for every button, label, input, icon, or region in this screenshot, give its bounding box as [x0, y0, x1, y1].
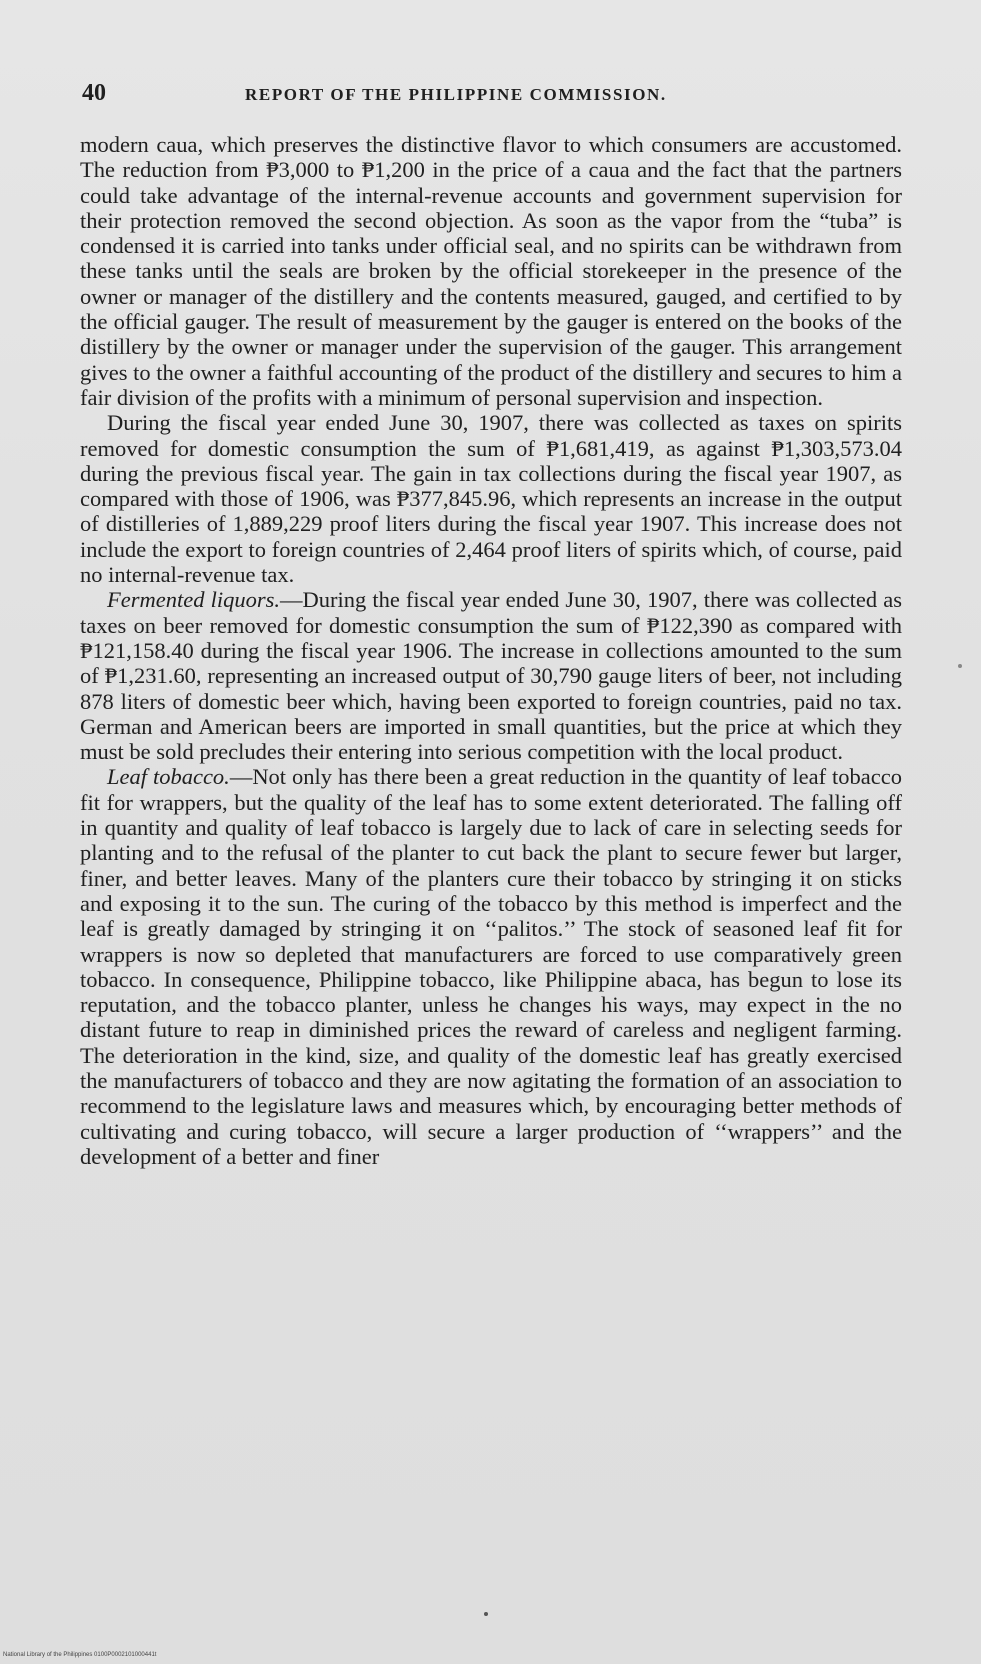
- paragraph-1: [80, 132, 902, 410]
- section-label-leaf-tobacco: Leaf tobacco.: [107, 764, 230, 790]
- page-header: [82, 80, 902, 112]
- paragraph-2: [80, 410, 902, 587]
- body-text: [80, 132, 902, 1169]
- scan-credit: National Library of the Philippines 0100P0002101000441t: [3, 1652, 157, 1658]
- paragraph-text: modern caua, which preserves the distinctive flavor to which consumers are accustomed. The reduction from ₱3,000 to ₱1,200 in the price of a caua and the fact that the partners could take advantage of the internal-revenue accounts and government supervision for their protection removed the second objection. As soon as the vapor from the “tuba” is condensed it is carried into tanks under official seal, and no spirits can be withdrawn from these tanks until the seals are broken by the official storekeeper in the presence of the owner or manager of the distillery and the contents measured, gauged, and certified to by the official gauger. The result of measurement by the gauger is entered on the books of the distillery by the owner or manager under the supervision of the gauger. This arrangement gives to the owner a faithful accounting of the product of the distillery and secures to him a fair division of the profits with a minimum of personal supervision and inspection.: [80, 132, 902, 410]
- scan-speck: [958, 664, 962, 668]
- paragraph-text: During the fiscal year ended June 30, 1907, there was collected as taxes on spirits removed for domestic consumption the sum of ₱1,681,419, as against ₱1,303,573.04 during the previous fiscal year. The gain in tax collections during the fiscal year 1907, as compared with those of 1906, was ₱377,845.96, which represents an increase in the output of distilleries of 1,889,229 proof liters during the fiscal year 1907. This increase does not include the export to foreign countries of 2,464 proof liters of spirits which, of course, paid no internal-revenue tax.: [80, 410, 902, 588]
- section-label-fermented-liquors: Fermented liquors.: [107, 587, 280, 613]
- scan-speck: [484, 1612, 488, 1616]
- running-title: REPORT OF THE PHILIPPINE COMMISSION.: [245, 85, 667, 104]
- paragraph-text: —During the fiscal year ended June 30, 1907, there was collected as taxes on beer removed for domestic consumption the sum of ₱122,390 as compared with ₱121,158.40 during the fiscal year 1906. The increase in collections amounted to the sum of ₱1,231.60, representing an increased output of 30,790 gauge liters of beer, not including 878 liters of domestic beer which, having been exported to foreign countries, paid no tax. German and American beers are imported in small quantities, but the price at which they must be sold precludes their entering into serious competition with the local product.: [80, 587, 902, 765]
- paragraph-leaf-tobacco: [80, 764, 902, 1169]
- paragraph-fermented-liquors: [80, 587, 902, 764]
- page-number: 40: [82, 80, 106, 106]
- paragraph-text: —Not only has there been a great reduction in the quantity of leaf tobacco fit for wrappers, but the quality of the leaf has to some extent deteriorated. The falling off in quantity and quality of leaf tobacco is largely due to lack of care in selecting seeds for planting and to the refusal of the planter to cut back the plant to secure fewer but larger, finer, and better leaves. Many of the planters cure their tobacco by stringing it on sticks and exposing it to the sun. The curing of the tobacco by this method is imperfect and the leaf is greatly damaged by stringing it on ‘‘palitos.’’ The stock of seasoned leaf fit for wrappers is now so depleted that manufacturers are forced to use comparatively green tobacco. In consequence, Philippine tobacco, like Philippine abaca, has begun to lose its reputation, and the tobacco planter, unless he changes his ways, may expect in the no distant future to reap in diminished prices the reward of careless and negligent farming. The deterioration in the kind, size, and quality of the domestic leaf has greatly exercised the manufacturers of tobacco and they are now agitating the formation of an association to recommend to the legislature laws and measures which, by encouraging better methods of cultivating and curing tobacco, will secure a larger production of ‘‘wrappers’’ and the development of a better and finer: [80, 764, 902, 1169]
